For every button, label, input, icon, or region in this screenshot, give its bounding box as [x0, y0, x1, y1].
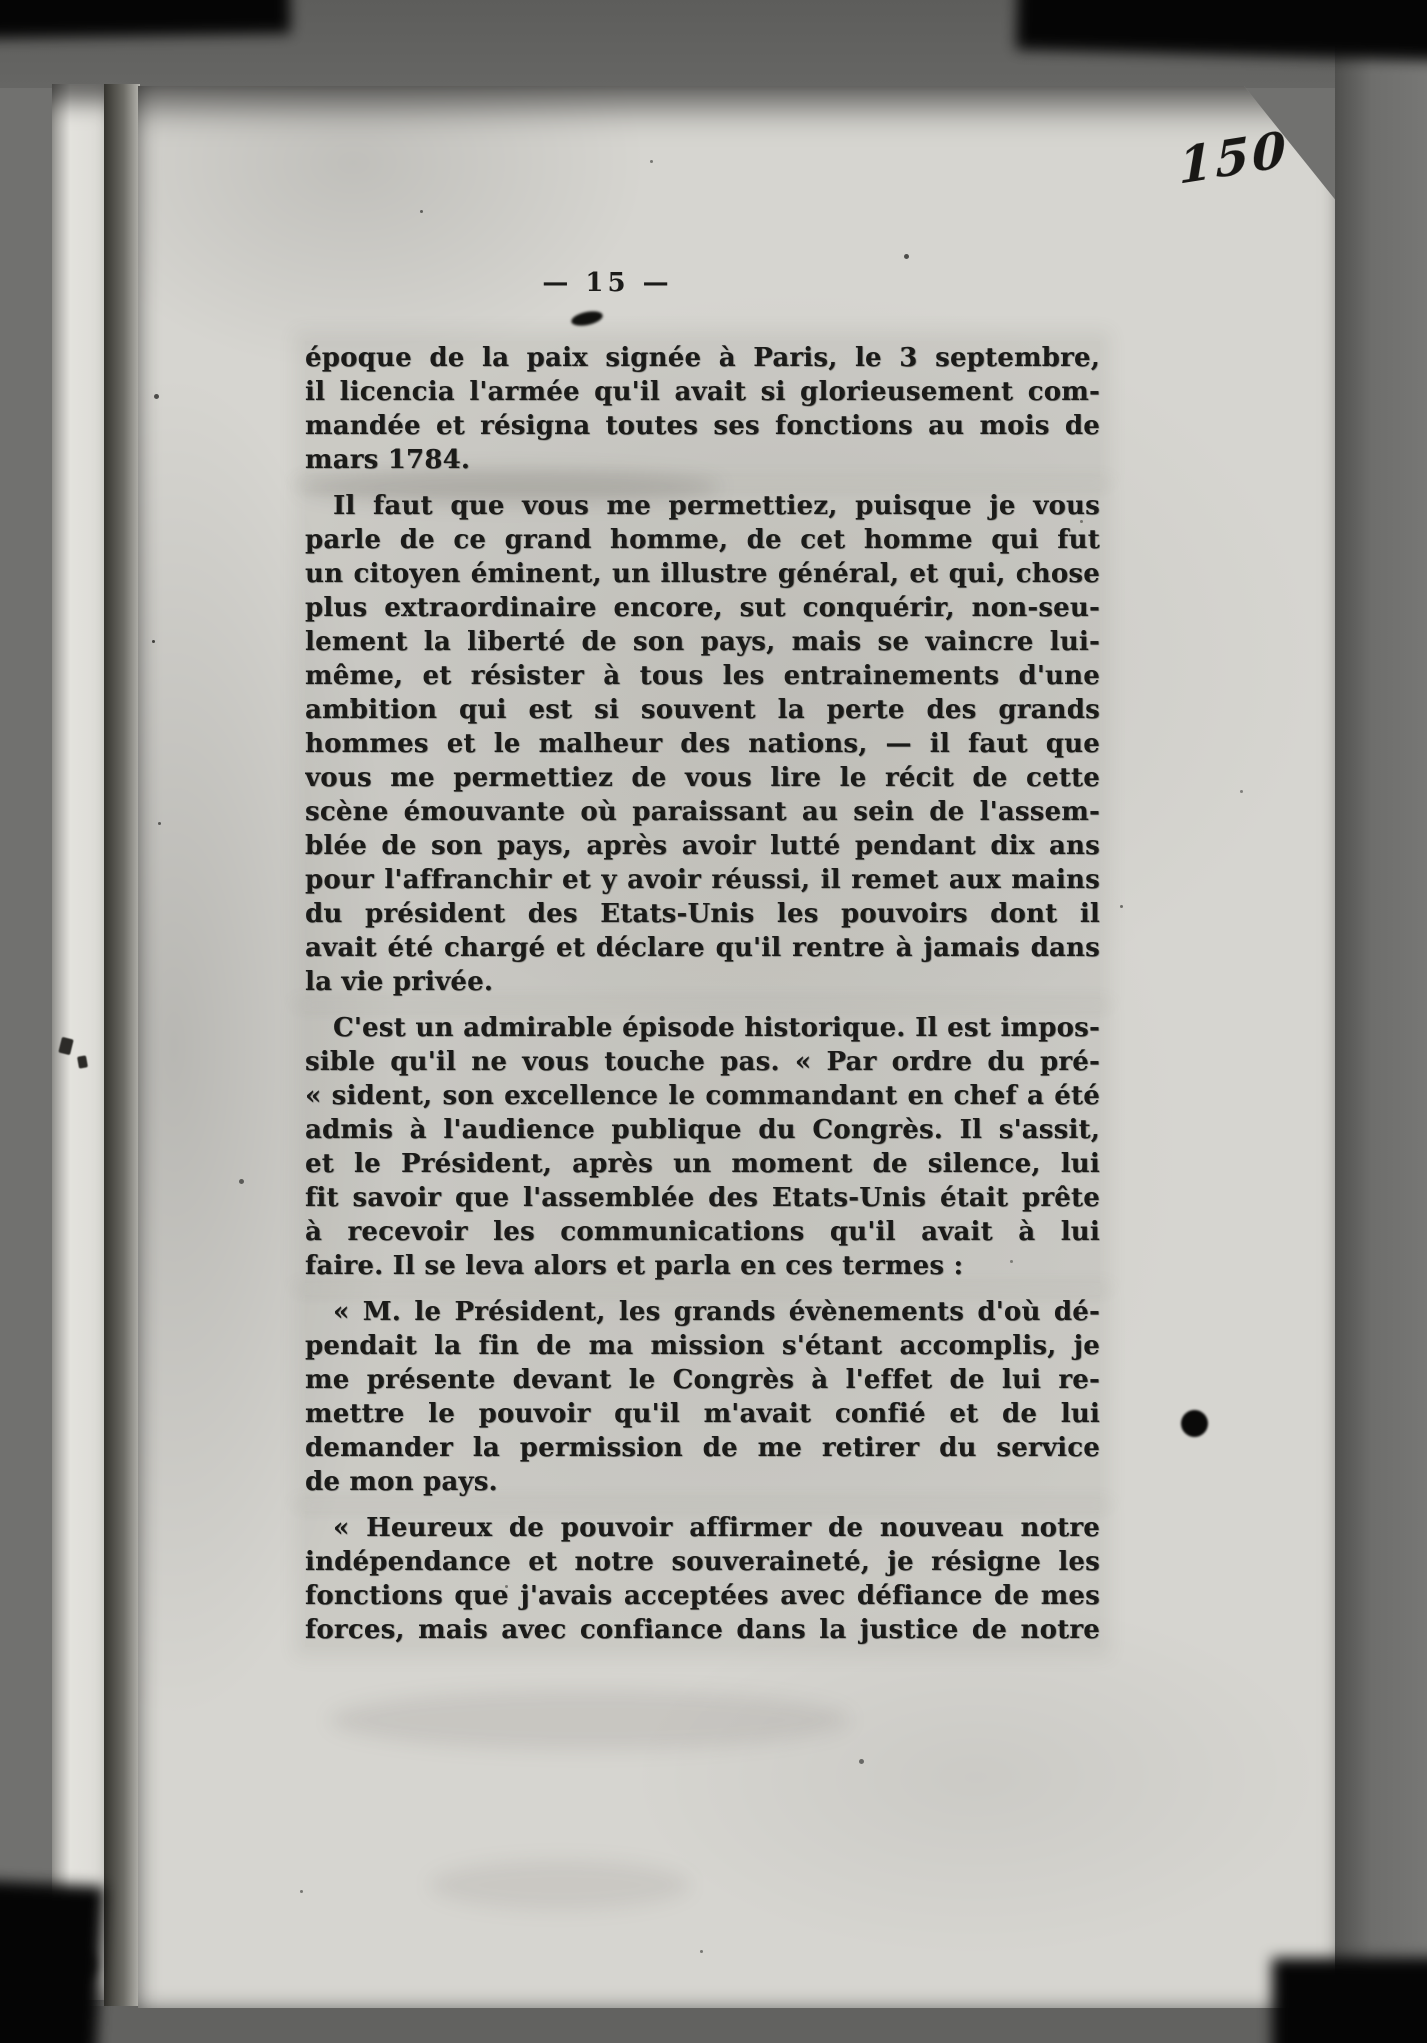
printed-page-number: — 15 —: [542, 268, 673, 298]
scan-right-band: [1335, 0, 1427, 2043]
text-line: Il faut que vous me permettiez, puisque je vous: [333, 491, 1100, 521]
scan-corner-bottom-right: [1272, 1958, 1427, 2043]
text-line: parle de ce grand homme, de cet homme qui fut: [305, 525, 1100, 555]
text-line: du président des Etats-Unis les pouvoirs dont il: [305, 899, 1100, 929]
text-line: demander la permission de me retirer du service: [305, 1433, 1100, 1463]
text-line: mandée et résigna toutes ses fonctions au mois de: [305, 411, 1100, 441]
text-line: avait été chargé et déclare qu'il rentre à jamais dans: [305, 933, 1100, 963]
paragraph: [305, 341, 1100, 477]
scan-corner-bottom-left: [0, 1880, 105, 2043]
paper-stain: [330, 1690, 850, 1750]
text-line: la vie privée.: [305, 967, 494, 997]
text-line: admis à l'audience publique du Congrès. Il s'assit,: [305, 1115, 1100, 1145]
text-line: même, et résister à tous les entrainements d'une: [305, 661, 1100, 691]
text-line: scène émouvante où paraissant au sein de l'assem-: [305, 797, 1100, 827]
text-line: un citoyen éminent, un illustre général, et qui, chose: [305, 559, 1100, 589]
text-line: pendait la fin de ma mission s'étant accomplis, je: [305, 1331, 1100, 1361]
scan-bottom-band: [0, 2006, 1427, 2043]
ink-dot: [1181, 1410, 1208, 1437]
binding-shadow: [104, 84, 140, 2006]
text-line: à recevoir les communications qu'il avait à lui: [305, 1217, 1100, 1247]
text-line: faire. Il se leva alors et parla en ces termes :: [305, 1251, 964, 1281]
text-line: « sident, son excellence le commandant en chef a été: [305, 1081, 1100, 1111]
text-line: fonctions que j'avais acceptées avec défiance de mes: [305, 1581, 1100, 1611]
page-text: [305, 341, 1100, 1659]
text-line: mettre le pouvoir qu'il m'avait confié et de lui: [305, 1399, 1100, 1429]
paragraph: [305, 1511, 1100, 1647]
text-line: me présente devant le Congrès à l'effet de lui re-: [305, 1365, 1100, 1395]
handwritten-page-label: 150: [1178, 119, 1290, 196]
text-line: pour l'affranchir et y avoir réussi, il remet aux mains: [305, 865, 1100, 895]
text-line: vous me permettiez de vous lire le récit de cette: [305, 763, 1100, 793]
text-line: et le Président, après un moment de silence, lui: [305, 1149, 1100, 1179]
staple-mark: [77, 1055, 88, 1068]
text-line: sible qu'il ne vous touche pas. « Par ordre du pré-: [305, 1047, 1100, 1077]
text-line: fit savoir que l'assemblée des Etats-Unis était prête: [305, 1183, 1100, 1213]
text-line: C'est un admirable épisode historique. Il est impos-: [333, 1013, 1100, 1043]
text-line: époque de la paix signée à Paris, le 3 septembre,: [305, 343, 1100, 373]
paper-stain: [430, 1860, 690, 1910]
text-line: mars 1784.: [305, 445, 471, 475]
text-line: ambition qui est si souvent la perte des grands: [305, 695, 1100, 725]
paragraph: [305, 489, 1100, 999]
text-line: forces, mais avec confiance dans la justice de notre: [305, 1615, 1100, 1645]
text-line: blée de son pays, après avoir lutté pendant dix ans: [305, 831, 1100, 861]
text-line: « M. le Président, les grands évènements d'où dé-: [333, 1297, 1100, 1327]
text-line: hommes et le malheur des nations, — il faut que: [305, 729, 1100, 759]
text-line: il licencia l'armée qu'il avait si glorieusement com-: [305, 377, 1100, 407]
text-line: indépendance et notre souveraineté, je résigne les: [305, 1547, 1100, 1577]
scan-corner-top-left: [0, 0, 290, 39]
text-line: « Heureux de pouvoir affirmer de nouveau notre: [333, 1513, 1100, 1543]
paragraph: [305, 1011, 1100, 1283]
text-line: de mon pays.: [305, 1467, 498, 1497]
text-line: lement la liberté de son pays, mais se vaincre lui-: [305, 627, 1100, 657]
paragraph: [305, 1295, 1100, 1499]
text-line: plus extraordinaire encore, sut conquérir, non-seu-: [305, 593, 1100, 623]
